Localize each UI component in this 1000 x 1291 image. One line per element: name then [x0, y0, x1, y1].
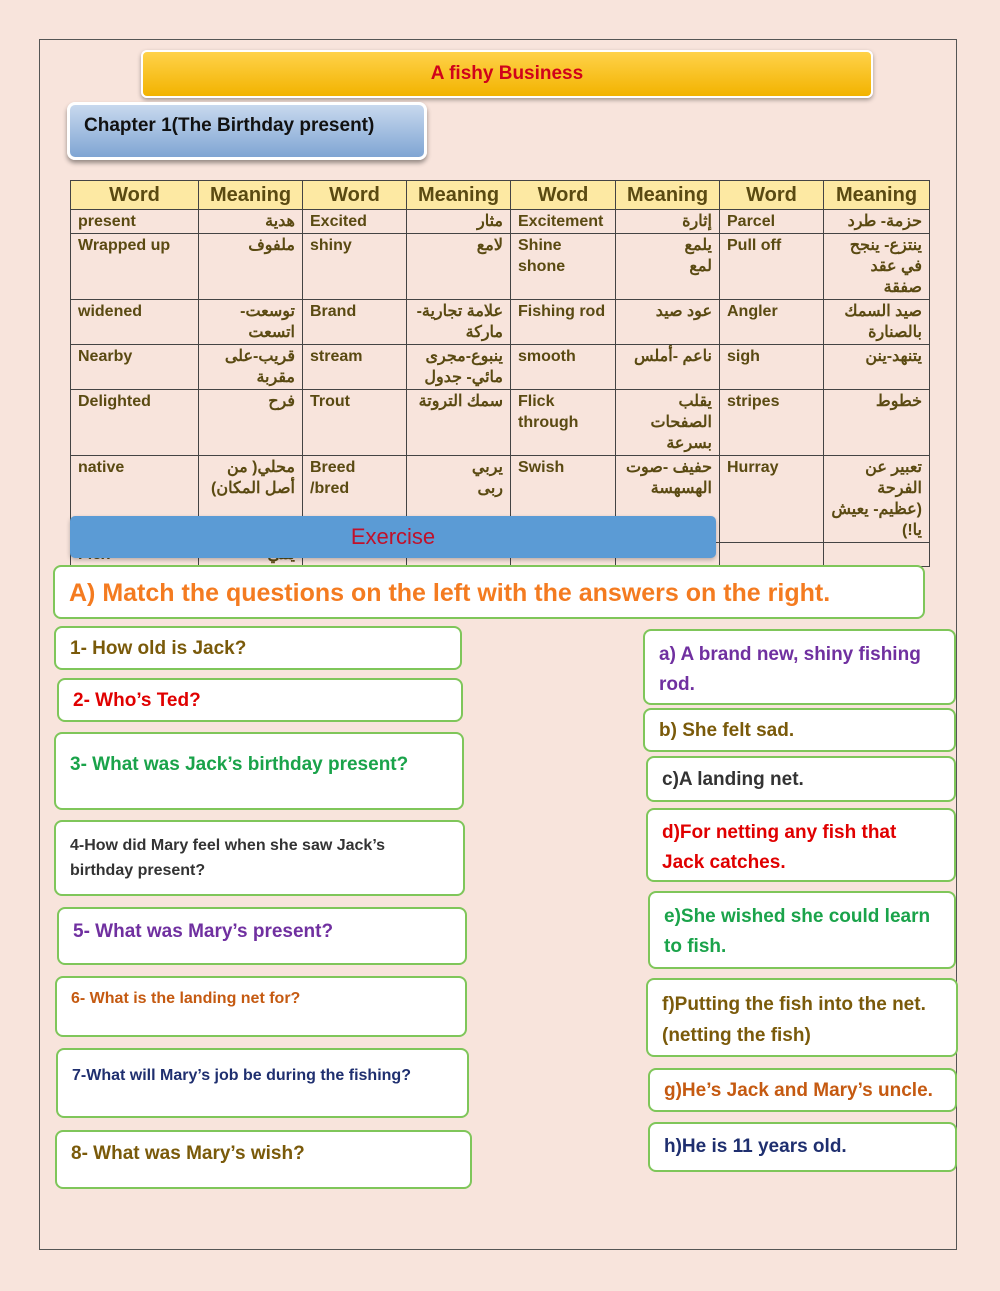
header-meaning: Meaning: [407, 181, 511, 210]
vocab-meaning-cell: علامة تجارية- ماركة: [407, 300, 511, 345]
answer-a[interactable]: a) A brand new, shiny fishing rod.: [643, 629, 956, 705]
vocab-meaning-cell: قريب-على مقربة: [199, 345, 303, 390]
vocab-meaning-cell: حزمة- طرد: [824, 210, 930, 234]
vocab-meaning-cell: ناعم -أملس: [616, 345, 720, 390]
question-2[interactable]: 2- Who’s Ted?: [57, 678, 463, 722]
answer-g[interactable]: g)He’s Jack and Mary’s uncle.: [648, 1068, 957, 1112]
vocab-header-row: [71, 181, 930, 210]
vocab-word-cell: Parcel: [720, 210, 824, 234]
vocab-meaning-cell: يربي ربى: [407, 456, 511, 543]
vocab-word-cell: Wrapped up: [71, 234, 199, 300]
vocab-word-cell: Swish: [511, 456, 616, 543]
vocab-meaning-cell: يتنهد-ينن: [824, 345, 930, 390]
vocab-row: [71, 345, 930, 390]
header-meaning: Meaning: [199, 181, 303, 210]
vocab-meaning-cell: مثار: [407, 210, 511, 234]
vocab-meaning-cell: خطوط: [824, 390, 930, 456]
vocab-meaning-cell: ينبوع-مجرى مائي- جدول: [407, 345, 511, 390]
vocab-word-cell: smooth: [511, 345, 616, 390]
vocab-word-cell: [720, 543, 824, 567]
vocab-word-cell: stream: [303, 345, 407, 390]
vocab-meaning-cell: هدية: [199, 210, 303, 234]
answer-c[interactable]: c)A landing net.: [646, 756, 956, 802]
vocab-row: [71, 300, 930, 345]
question-3[interactable]: 3- What was Jack’s birthday present?: [54, 732, 464, 810]
vocab-word-cell: sigh: [720, 345, 824, 390]
vocab-meaning-cell: ملفوف: [199, 234, 303, 300]
vocab-word-cell: Brand: [303, 300, 407, 345]
vocab-word-cell: shiny: [303, 234, 407, 300]
answer-f[interactable]: f)Putting the fish into the net.(netting the fish): [646, 978, 958, 1057]
vocab-meaning-cell: فرح: [199, 390, 303, 456]
vocab-word-cell: Flick through: [511, 390, 616, 456]
vocab-meaning-cell: ينتزع- ينجح في عقد صفقة: [824, 234, 930, 300]
vocab-row: [71, 390, 930, 456]
vocab-word-cell: Nearby: [71, 345, 199, 390]
vocab-meaning-cell: محلي( من أصل المكان): [199, 456, 303, 543]
question-8[interactable]: 8- What was Mary’s wish?: [55, 1130, 472, 1189]
header-meaning: Meaning: [824, 181, 930, 210]
header-meaning: Meaning: [616, 181, 720, 210]
vocab-body: [71, 210, 930, 567]
question-4[interactable]: 4-How did Mary feel when she saw Jack’s birthday present?: [54, 820, 465, 896]
vocab-meaning-cell: حفيف -صوت الهسهسة: [616, 456, 720, 543]
vocab-word-cell: Excitement: [511, 210, 616, 234]
vocab-word-cell: stripes: [720, 390, 824, 456]
vocab-word-cell: Pull off: [720, 234, 824, 300]
vocab-meaning-cell: سمك التروتة: [407, 390, 511, 456]
vocab-word-cell: Trout: [303, 390, 407, 456]
header-word: Word: [720, 181, 824, 210]
question-6[interactable]: 6- What is the landing net for?: [55, 976, 467, 1037]
vocab-row: [71, 234, 930, 300]
answer-b[interactable]: b) She felt sad.: [643, 708, 956, 752]
vocab-meaning-cell: إثارة: [616, 210, 720, 234]
vocab-meaning-cell: يلمع لمع: [616, 234, 720, 300]
chapter-heading: Chapter 1(The Birthday present): [67, 102, 427, 160]
question-5[interactable]: 5- What was Mary’s present?: [57, 907, 467, 965]
vocab-meaning-cell: عود صيد: [616, 300, 720, 345]
header-word: Word: [511, 181, 616, 210]
vocab-word-cell: Hurray: [720, 456, 824, 543]
vocabulary-table: [70, 180, 930, 567]
vocab-meaning-cell: لامع: [407, 234, 511, 300]
exercise-banner: Exercise: [70, 516, 716, 558]
question-7[interactable]: 7-What will Mary’s job be during the fishing?: [56, 1048, 469, 1118]
vocab-word-cell: native: [71, 456, 199, 543]
answer-h[interactable]: h)He is 11 years old.: [648, 1122, 957, 1172]
vocab-meaning-cell: يقلب الصفحات بسرعة: [616, 390, 720, 456]
vocab-row: [71, 210, 930, 234]
header-word: Word: [71, 181, 199, 210]
vocab-word-cell: Delighted: [71, 390, 199, 456]
vocab-meaning-cell: توسعت-اتسعت: [199, 300, 303, 345]
vocab-word-cell: Breed /bred: [303, 456, 407, 543]
question-1[interactable]: 1- How old is Jack?: [54, 626, 462, 670]
vocab-meaning-cell: تعبير عن الفرحة (عظيم- يعيش يا!): [824, 456, 930, 543]
header-word: Word: [303, 181, 407, 210]
answer-e[interactable]: e)She wished she could learn to fish.: [648, 891, 956, 969]
vocab-word-cell: Angler: [720, 300, 824, 345]
vocab-word-cell: Excited: [303, 210, 407, 234]
worksheet-title: A fishy Business: [141, 50, 873, 98]
vocab-meaning-cell: [824, 543, 930, 567]
match-instruction: A) Match the questions on the left with the answers on the right.: [53, 565, 925, 619]
vocab-word-cell: widened: [71, 300, 199, 345]
vocab-meaning-cell: صيد السمك بالصنارة: [824, 300, 930, 345]
answer-d[interactable]: d)For netting any fish that Jack catches.: [646, 808, 956, 882]
vocab-word-cell: Fishing rod: [511, 300, 616, 345]
vocab-word-cell: Shine shone: [511, 234, 616, 300]
vocab-word-cell: present: [71, 210, 199, 234]
